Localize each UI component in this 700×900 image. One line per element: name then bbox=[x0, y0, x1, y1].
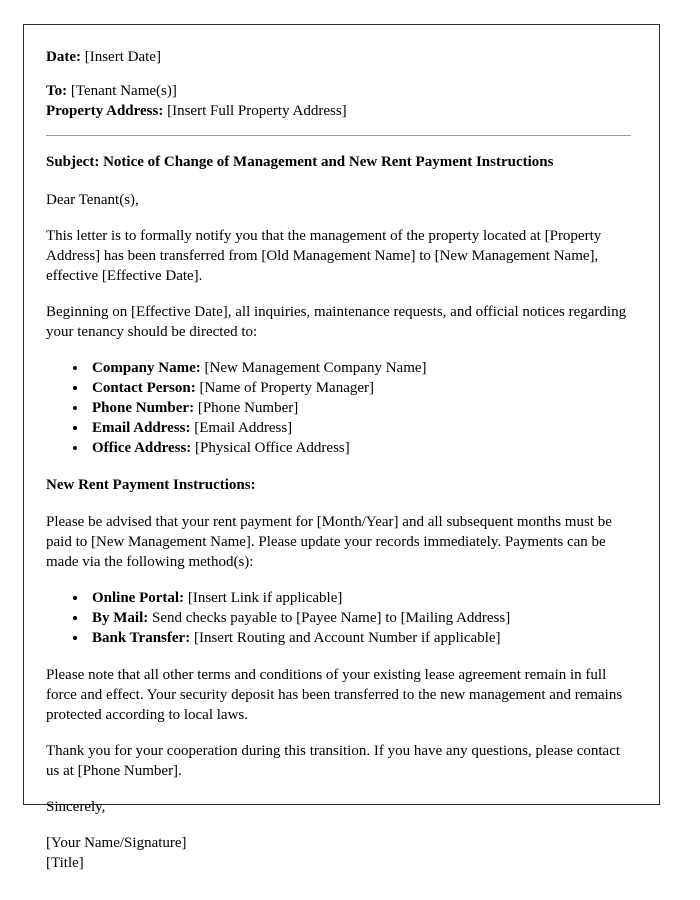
letter-header bbox=[46, 47, 631, 121]
paragraph-terms: Please note that all other terms and conditions of your existing lease agreement remain in full force and effect. Your security deposit has been transferred to the new management and remains protected according to local laws. bbox=[46, 667, 623, 723]
contact-value: [Name of Property Manager] bbox=[199, 380, 374, 396]
payment-method-value: [Insert Link if applicable] bbox=[187, 590, 343, 606]
contact-label: Office Address: bbox=[92, 440, 192, 456]
signature-block bbox=[46, 797, 631, 873]
to-label: To: bbox=[46, 83, 68, 99]
paragraph-contact-intro: Beginning on [Effective Date], all inquiries, maintenance requests, and official notices regarding your tenancy should be directed to: bbox=[46, 304, 627, 340]
payment-method-label: Online Portal: bbox=[92, 590, 185, 606]
payment-method-value: Send checks payable to [Payee Name] to [Mailing Address] bbox=[152, 610, 511, 626]
closing-line: Sincerely, bbox=[46, 799, 106, 815]
contact-label: Contact Person: bbox=[92, 380, 196, 396]
contact-value: [Email Address] bbox=[194, 420, 293, 436]
signature-title: [Title] bbox=[46, 855, 84, 871]
list-item bbox=[88, 358, 631, 378]
list-item bbox=[88, 418, 631, 438]
salutation: Dear Tenant(s), bbox=[46, 192, 139, 208]
list-item bbox=[88, 398, 631, 418]
payment-section-heading: New Rent Payment Instructions: bbox=[46, 477, 256, 493]
recipient-line bbox=[46, 81, 631, 101]
property-address-value: [Insert Full Property Address] bbox=[167, 103, 347, 119]
subject-line: Subject: Notice of Change of Management and New Rent Payment Instructions bbox=[46, 154, 554, 170]
paragraph-payment: Please be advised that your rent payment for [Month/Year] and all subsequent months must be paid to [New Management Name]. Please update your records immediately. Payments can be made via the following method(s): bbox=[46, 514, 612, 570]
document-body bbox=[24, 25, 659, 873]
list-item bbox=[88, 628, 631, 648]
document-page bbox=[23, 24, 660, 871]
payment-method-value: [Insert Routing and Account Number if applicable] bbox=[193, 630, 501, 646]
property-address-line bbox=[46, 101, 631, 121]
to-value: [Tenant Name(s)] bbox=[70, 83, 177, 99]
contact-label: Email Address: bbox=[92, 420, 191, 436]
paragraph-intro: This letter is to formally notify you that the management of the property located at [Property Address] has been transferred from [Old Management Name] to [New Management Name], effective [Effective Date]. bbox=[46, 228, 602, 284]
date-value: [Insert Date] bbox=[84, 49, 161, 65]
list-item bbox=[88, 588, 631, 608]
list-item bbox=[88, 438, 631, 458]
property-address-label: Property Address: bbox=[46, 103, 164, 119]
list-item bbox=[88, 608, 631, 628]
contact-label: Company Name: bbox=[92, 360, 201, 376]
header-divider bbox=[46, 135, 631, 136]
signature-name: [Your Name/Signature] bbox=[46, 835, 187, 851]
list-item bbox=[88, 378, 631, 398]
date-line bbox=[46, 47, 631, 67]
payment-method-label: Bank Transfer: bbox=[92, 630, 191, 646]
contact-label: Phone Number: bbox=[92, 400, 195, 416]
contact-value: [New Management Company Name] bbox=[204, 360, 427, 376]
payment-method-label: By Mail: bbox=[92, 610, 149, 626]
date-label: Date: bbox=[46, 49, 81, 65]
contact-value: [Physical Office Address] bbox=[195, 440, 350, 456]
paragraph-thanks: Thank you for your cooperation during this transition. If you have any questions, please contact us at [Phone Number]. bbox=[46, 743, 621, 779]
contact-list bbox=[46, 358, 631, 458]
contact-value: [Phone Number] bbox=[197, 400, 299, 416]
header-spacer bbox=[46, 67, 631, 81]
payment-methods-list bbox=[46, 588, 631, 648]
